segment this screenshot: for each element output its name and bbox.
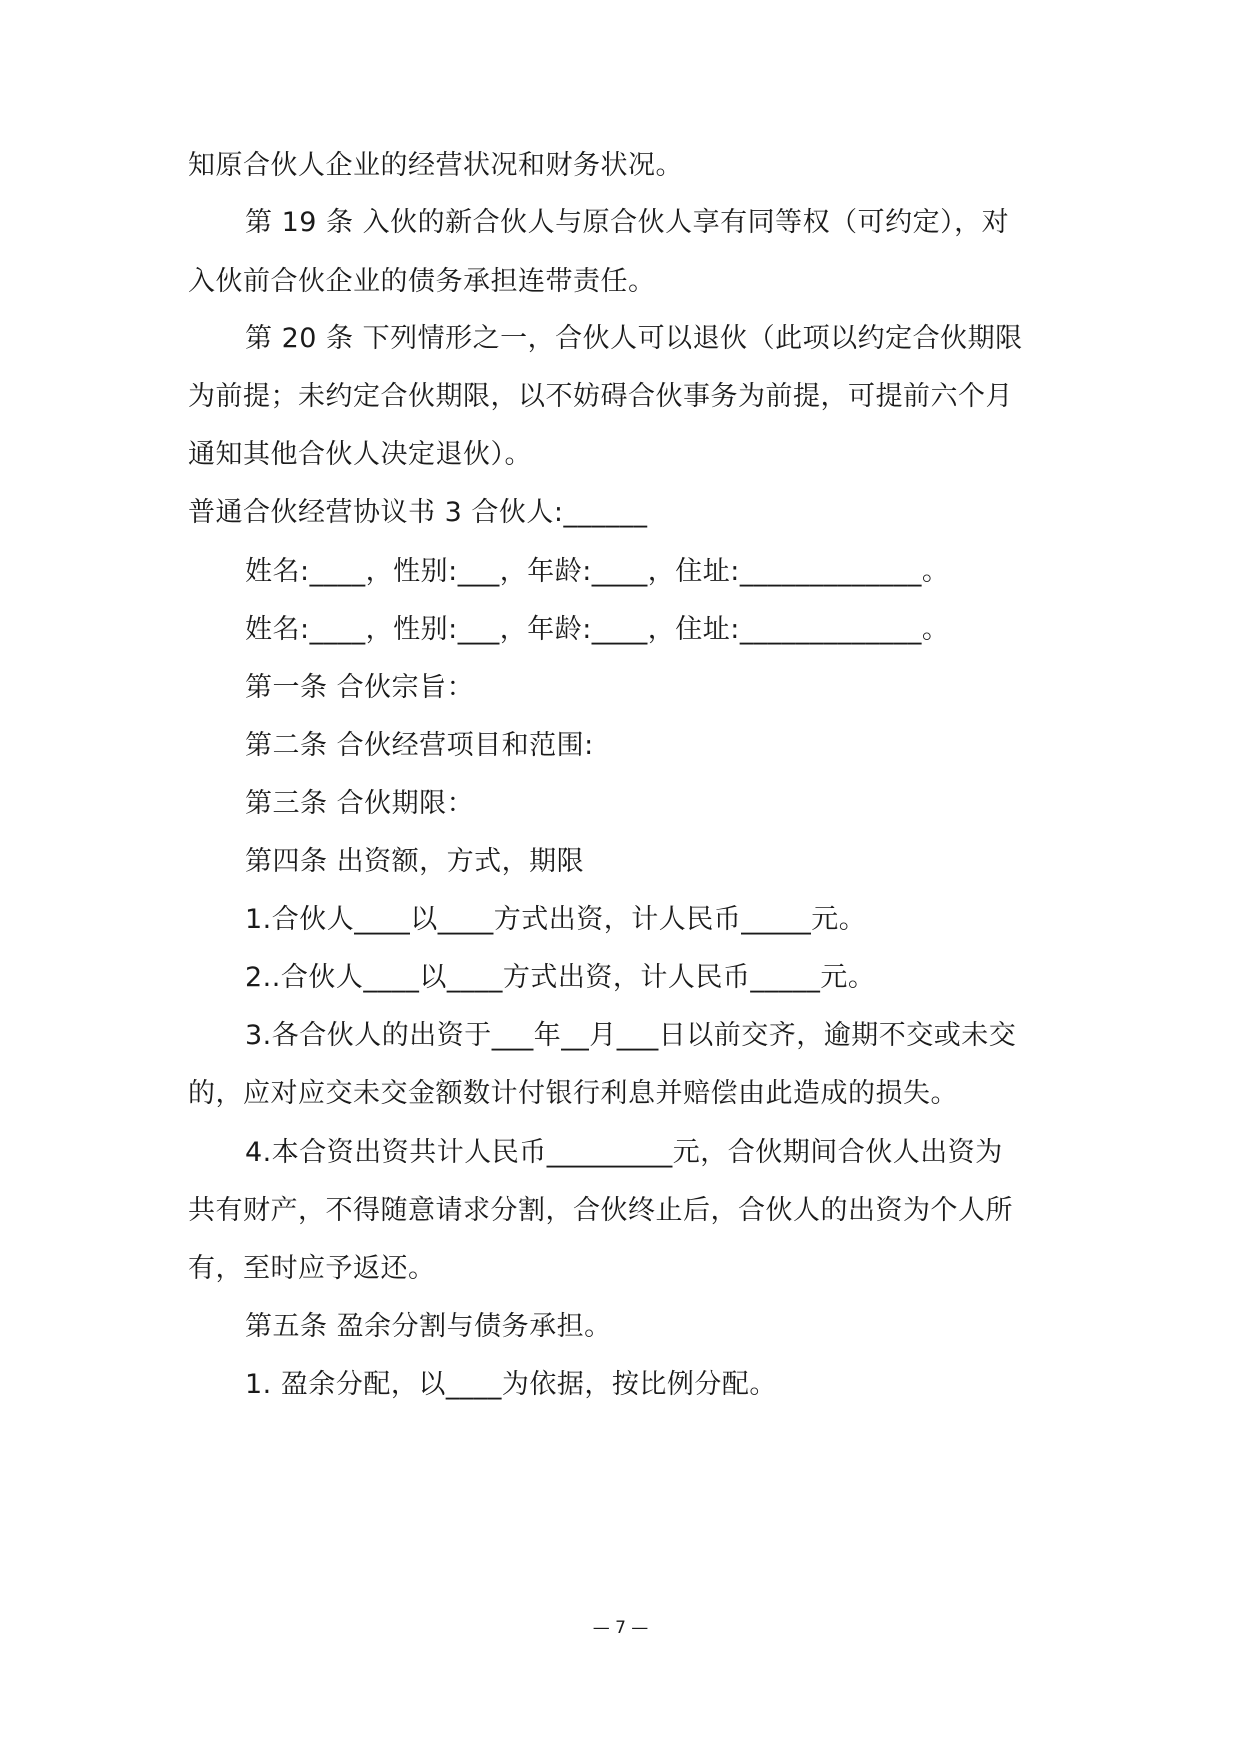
article-20-line: 第 20 条 下列情形之一，合伙人可以退伙（此项以约定合伙期限 xyxy=(245,323,1023,354)
page-number: — 7 — xyxy=(592,1618,649,1638)
paragraph-line: 入伙前合伙企业的债务承担连带责任。 xyxy=(188,266,656,297)
paragraph-line: 通知其他合伙人决定退伙）。 xyxy=(188,439,532,470)
paragraph-line: 为前提；未约定合伙期限，以不妨碍合伙事务为前提，可提前六个月 xyxy=(188,381,1013,412)
clause-line: 3.各合伙人的出资于___年__月___日以前交齐，逾期不交或未交 xyxy=(245,1020,1017,1051)
clause-line: 2..合伙人____以____方式出资，计人民币_____元。 xyxy=(245,962,876,993)
section-heading: 普通合伙经营协议书 3 合伙人:______ xyxy=(188,497,648,528)
clause-line: 4.本合资出资共计人民币_________元，合伙期间合伙人出资为 xyxy=(245,1137,1003,1168)
article-1-line: 第一条 合伙宗旨： xyxy=(245,672,475,703)
partner-info-line: 姓名:____，性别:___，年龄:____，住址:_____________。 xyxy=(245,556,950,587)
article-3-line: 第三条 合伙期限： xyxy=(245,788,475,819)
article-4-line: 第四条 出资额，方式，期限 xyxy=(245,846,585,877)
article-2-line: 第二条 合伙经营项目和范围: xyxy=(245,730,594,761)
article-5-line: 第五条 盈余分割与债务承担。 xyxy=(245,1311,612,1342)
clause-line: 1.合伙人____以____方式出资，计人民币_____元。 xyxy=(245,904,867,935)
paragraph-line: 知原合伙人企业的经营状况和财务状况。 xyxy=(188,150,683,181)
article-19-line: 第 19 条 入伙的新合伙人与原合伙人享有同等权（可约定），对 xyxy=(245,207,1010,238)
paragraph-line: 共有财产，不得随意请求分割，合伙终止后，合伙人的出资为个人所 xyxy=(188,1195,1013,1226)
partner-info-line: 姓名:____，性别:___，年龄:____，住址:_____________。 xyxy=(245,614,950,645)
paragraph-line: 有，至时应予返还。 xyxy=(188,1253,436,1284)
clause-line: 1. 盈余分配，以____为依据，按比例分配。 xyxy=(245,1369,777,1400)
paragraph-line: 的，应对应交未交金额数计付银行利息并赔偿由此造成的损失。 xyxy=(188,1078,958,1109)
